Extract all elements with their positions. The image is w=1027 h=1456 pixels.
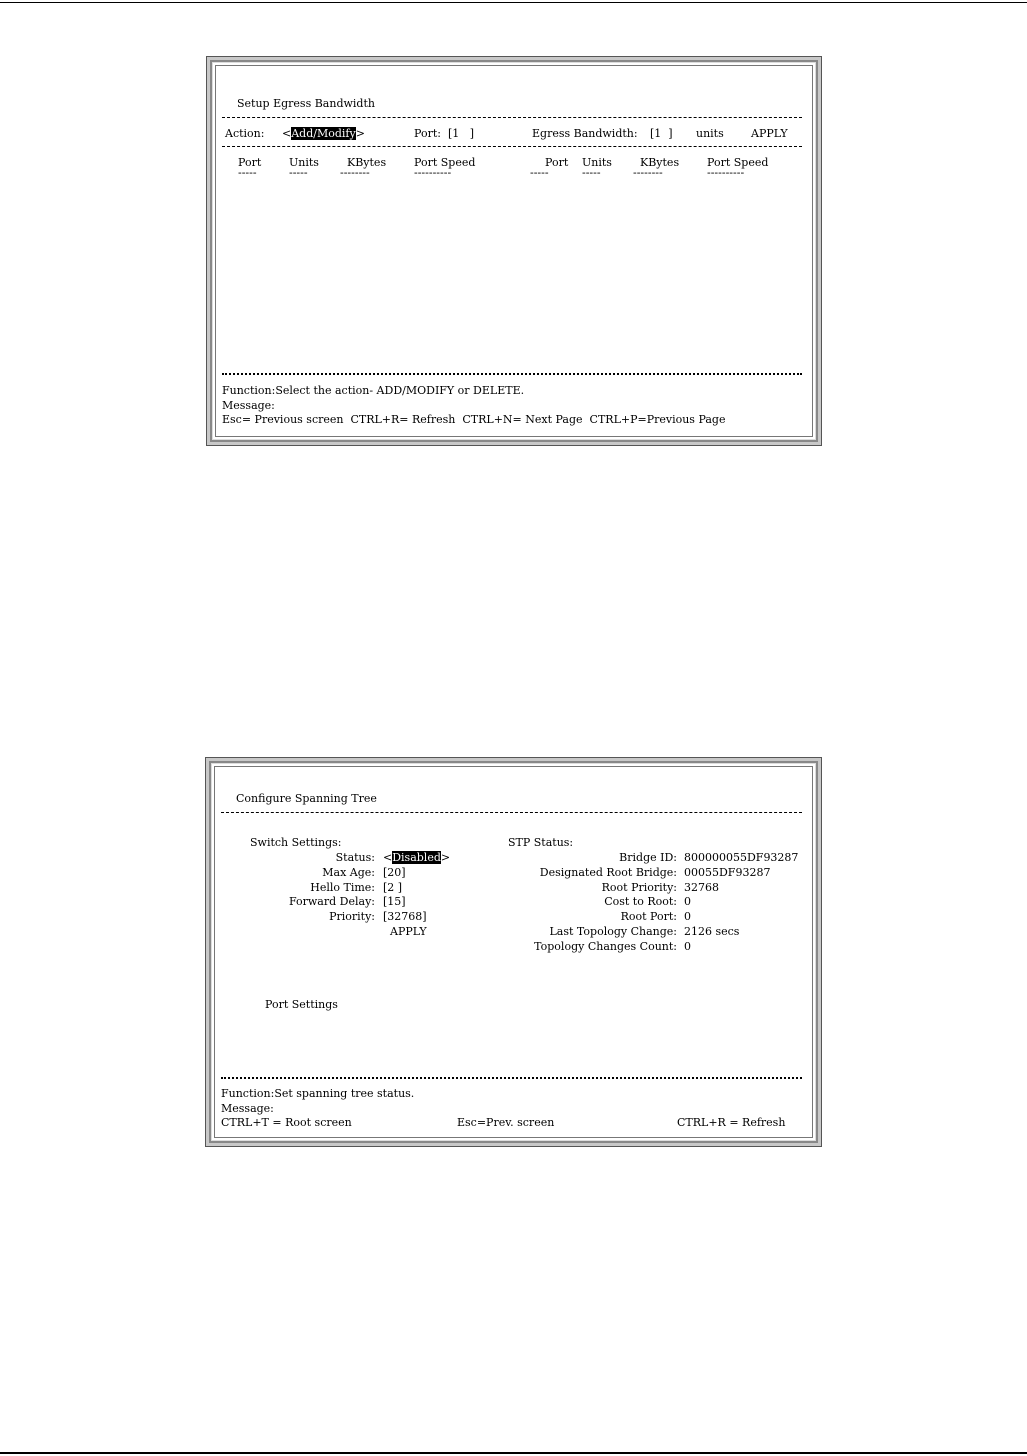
- col-header-port-speed-2: Port Speed: [707, 156, 769, 169]
- port-label: Port:: [414, 127, 441, 140]
- priority-label: Priority:: [329, 910, 375, 923]
- col-underline-kbytes-2: --------: [633, 166, 663, 179]
- egress-message-text: Message:: [222, 399, 275, 412]
- last-topology-change-value: 2126 secs: [684, 925, 740, 938]
- units-label: units: [696, 127, 724, 140]
- col-underline-port-speed: ----------: [414, 166, 452, 179]
- bridge-id-value: 800000055DF93287: [684, 851, 799, 864]
- col-underline-port-speed-2: ----------: [707, 166, 745, 179]
- status-select[interactable]: <Disabled>: [383, 851, 451, 864]
- last-topology-change-label: Last Topology Change:: [549, 925, 677, 938]
- bandwidth-label: Egress Bandwidth:: [532, 127, 638, 140]
- col-underline-units-2: -----: [582, 166, 601, 179]
- col-header-port-speed: Port Speed: [414, 156, 476, 169]
- max-age-label: Max Age:: [322, 866, 375, 879]
- status-select-value[interactable]: Disabled: [392, 851, 441, 864]
- topology-changes-count-label: Topology Changes Count:: [534, 940, 677, 953]
- root-priority-label: Root Priority:: [601, 881, 677, 894]
- stp-status-label: STP Status:: [508, 836, 574, 849]
- refresh-hotkey: CTRL+R = Refresh: [677, 1116, 786, 1129]
- hello-time-input[interactable]: [2 ]: [383, 881, 403, 894]
- col-underline-kbytes: --------: [340, 166, 370, 179]
- egress-title: Setup Egress Bandwidth: [237, 97, 375, 110]
- cost-to-root-label: Cost to Root:: [604, 895, 677, 908]
- egress-action-divider: [222, 146, 802, 148]
- stp-title-divider: [221, 812, 802, 814]
- stp-terminal-window: [205, 757, 822, 1147]
- root-screen-hotkey: CTRL+T = Root screen: [221, 1116, 352, 1129]
- priority-input[interactable]: [32768]: [383, 910, 427, 923]
- egress-function-text: Function:Select the action- ADD/MODIFY or DELETE.: [222, 384, 525, 397]
- designated-root-label: Designated Root Bridge:: [539, 866, 677, 879]
- col-header-kbytes: KBytes: [347, 156, 387, 169]
- egress-terminal-window: [206, 56, 822, 446]
- forward-delay-label: Forward Delay:: [288, 895, 375, 908]
- root-priority-value: 32768: [684, 881, 719, 894]
- action-select-value[interactable]: Add/Modify: [291, 127, 356, 140]
- forward-delay-input[interactable]: [15]: [383, 895, 406, 908]
- action-select[interactable]: <Add/Modify>: [282, 127, 365, 140]
- stp-message-text: Message:: [221, 1102, 274, 1115]
- prev-screen-hotkey: Esc=Prev. screen: [457, 1116, 555, 1129]
- switch-settings-label: Switch Settings:: [250, 836, 342, 849]
- hello-time-label: Hello Time:: [310, 881, 375, 894]
- egress-apply-button[interactable]: APPLY: [751, 127, 788, 140]
- action-label: Action:: [225, 127, 265, 140]
- col-underline-port-2: -----: [530, 166, 549, 179]
- col-underline-units: -----: [289, 166, 308, 179]
- bandwidth-input[interactable]: [1 ]: [650, 127, 673, 140]
- stp-apply-button[interactable]: APPLY: [390, 925, 427, 938]
- root-port-value: 0: [684, 910, 691, 923]
- port-input[interactable]: [1 ]: [448, 127, 475, 140]
- egress-separator-stars: [222, 373, 802, 375]
- stp-title: Configure Spanning Tree: [236, 792, 377, 805]
- col-underline-port: -----: [238, 166, 257, 179]
- root-port-label: Root Port:: [620, 910, 677, 923]
- col-header-port: Port: [238, 156, 262, 169]
- egress-title-divider: [222, 117, 802, 119]
- col-header-kbytes-2: KBytes: [640, 156, 680, 169]
- stp-function-text: Function:Set spanning tree status.: [221, 1087, 415, 1100]
- egress-terminal-screen: [215, 65, 813, 437]
- col-header-port-2: Port: [545, 156, 569, 169]
- stp-terminal-screen: [214, 766, 813, 1138]
- egress-hotkey-bar: Esc= Previous screen CTRL+R= Refresh CTRL+N= Next Page CTRL+P=Previous Page: [222, 413, 726, 426]
- page-top-rule: [0, 2, 1027, 3]
- port-settings-link[interactable]: Port Settings: [265, 998, 338, 1011]
- cost-to-root-value: 0: [684, 895, 691, 908]
- col-header-units-2: Units: [582, 156, 612, 169]
- col-header-units: Units: [289, 156, 319, 169]
- status-label: Status:: [335, 851, 375, 864]
- max-age-input[interactable]: [20]: [383, 866, 406, 879]
- stp-separator-stars: [221, 1077, 802, 1079]
- designated-root-value: 00055DF93287: [684, 866, 771, 879]
- page-bottom-rule: [0, 1452, 1027, 1454]
- bridge-id-label: Bridge ID:: [619, 851, 677, 864]
- topology-changes-count-value: 0: [684, 940, 691, 953]
